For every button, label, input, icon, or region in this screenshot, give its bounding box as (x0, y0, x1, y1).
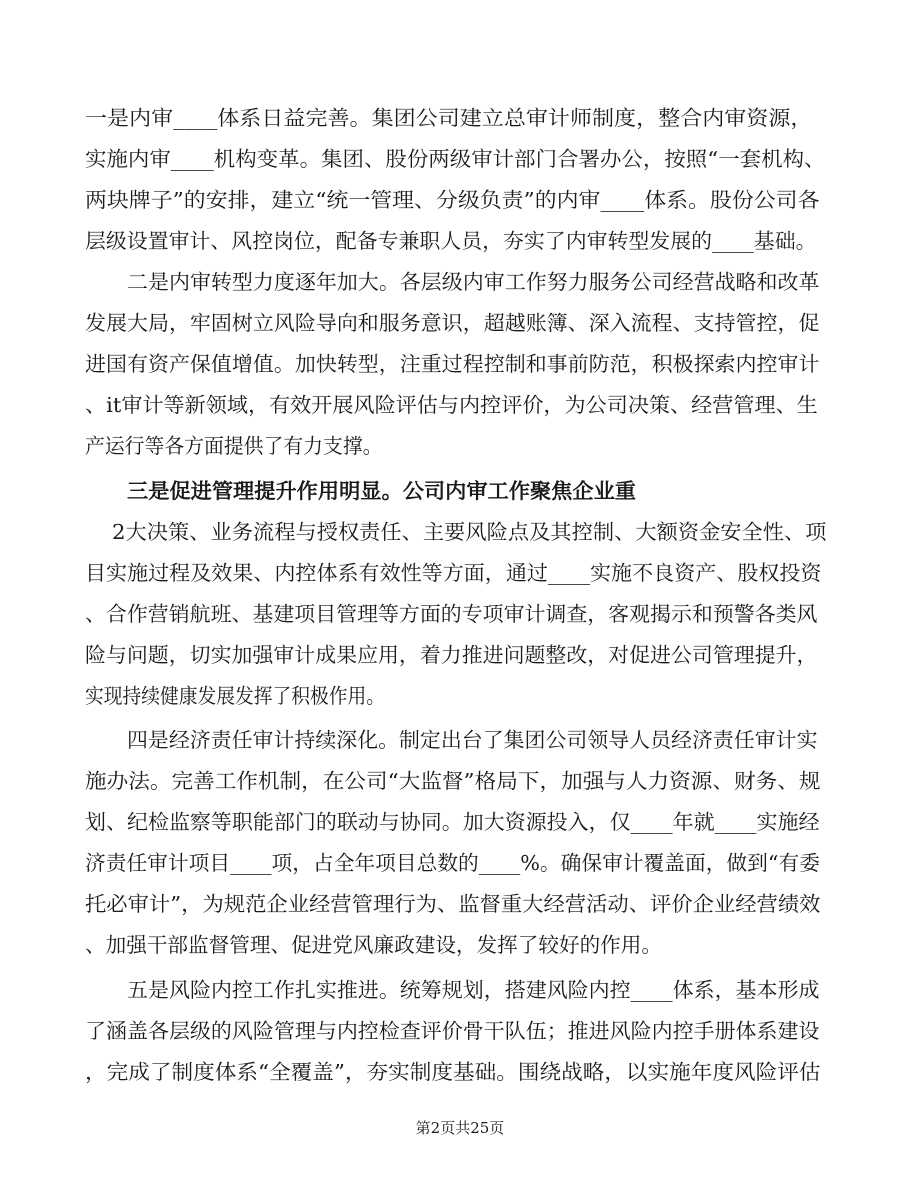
para-1-line-2 (0, 139, 920, 179)
para-4-line-5 (0, 676, 920, 716)
para-3-line-1 (0, 471, 920, 511)
text-line: 实现持续健康发展发挥了积极作用。 (85, 684, 385, 708)
para-4-line-3 (0, 594, 920, 634)
para-6-line-3 (0, 1052, 920, 1092)
text-line: ，完成了制度体系“全覆盖”，夯实制度基础。围绕战略，以实施年度风险评估 (85, 1060, 821, 1084)
text-line: 划、纪检监察等职能部门的联动与协同。加大资源投入，仅____年就____实施经 (85, 810, 820, 834)
para-2-line-2 (0, 303, 920, 343)
para-6-line-2 (0, 1011, 920, 1051)
text-line: 目实施过程及效果、内控体系有效性等方面，通过____实施不良资产、股权投资 (85, 561, 822, 585)
text-line: 层级设置审计、风控岗位，配备专兼职人员，夯实了内审转型发展的____基础。 (85, 229, 817, 253)
text-line: 、合作营销航班、基建项目管理等方面的专项审计调查，客观揭示和预警各类风 (85, 602, 818, 626)
para-5-line-1 (0, 720, 920, 760)
text-line: 进国有资产保值增值。加快转型，注重过程控制和事前防范，积极探索内控审计 (85, 352, 820, 376)
text-line: 五是风险内控工作扎实推进。统筹规划，搭建风险内控____体系，基本形成 (127, 978, 820, 1002)
para-6-line-1 (0, 970, 920, 1010)
text-line: 产运行等各方面提供了有力支撑。 (85, 434, 383, 458)
text-line: 托必审计”，为规范企业经营管理行为、监督重大经营活动、评价企业经营绩效 (85, 892, 821, 916)
para-2-line-4 (0, 385, 920, 425)
para-1-line-1 (0, 98, 920, 138)
para-4-line-4 (0, 635, 920, 675)
text-line: 险与问题，切实加强审计成果应用，着力推进问题整改，对促进公司管理提升， (85, 643, 818, 667)
para-2-line-5 (0, 426, 920, 466)
text-line: 四是经济责任审计持续深化。制定出台了集团公司领导人员经济责任审计实 (127, 728, 818, 752)
para-2-line-3 (0, 344, 920, 384)
text-line: 2大决策、业务流程与授权责任、主要风险点及其控制、大额资金安全性、项 (112, 520, 827, 544)
text-line: 、加强干部监督管理、促进党风廉政建设，发挥了较好的作用。 (85, 933, 662, 957)
text-line: 了涵盖各层级的风险管理与内控检查评价骨干队伍；推进风险内控手册体系建设 (85, 1019, 820, 1043)
para-5-line-2 (0, 761, 920, 801)
text-line: 施办法。完善工作机制，在公司“大监督”格局下，加强与人力资源、财务、规 (85, 769, 821, 793)
text-line: 二是内审转型力度逐年加大。各层级内审工作努力服务公司经营战略和改革 (127, 270, 820, 294)
para-4-line-2 (0, 553, 920, 593)
para-5-line-3 (0, 802, 920, 842)
text-line: 济责任审计项目____项，占全年项目总数的____%。确保审计覆盖面，做到“有委 (85, 851, 820, 875)
text-line: 实施内审____机构变革。集团、股份两级审计部门合署办公，按照“一套机构、 (85, 147, 826, 171)
para-5-line-4 (0, 843, 920, 883)
text-line: 一是内审____体系日益完善。集团公司建立总审计师制度，整合内审资源， (85, 106, 813, 130)
para-5-line-5 (0, 884, 920, 924)
para-1-line-3 (0, 180, 920, 220)
text-line: 、it审计等新领域，有效开展风险评估与内控评价，为公司决策、经营管理、生 (85, 393, 818, 417)
para-2-line-1 (0, 262, 920, 302)
page-number-footer: 第2页共25页 (415, 1119, 505, 1137)
section-heading: 三是促进管理提升作用明显。公司内审工作聚焦企业重 (127, 479, 636, 503)
text-line: 发展大局，牢固树立风险导向和服务意识，超越账簿、深入流程、支持管控，促 (85, 311, 820, 335)
para-5-line-6 (0, 925, 920, 965)
para-1-line-4 (0, 221, 920, 261)
para-4-line-1 (0, 512, 920, 552)
text-line: 两块牌子”的安排，建立“统一管理、分级负责”的内审____体系。股份公司各 (85, 188, 820, 212)
